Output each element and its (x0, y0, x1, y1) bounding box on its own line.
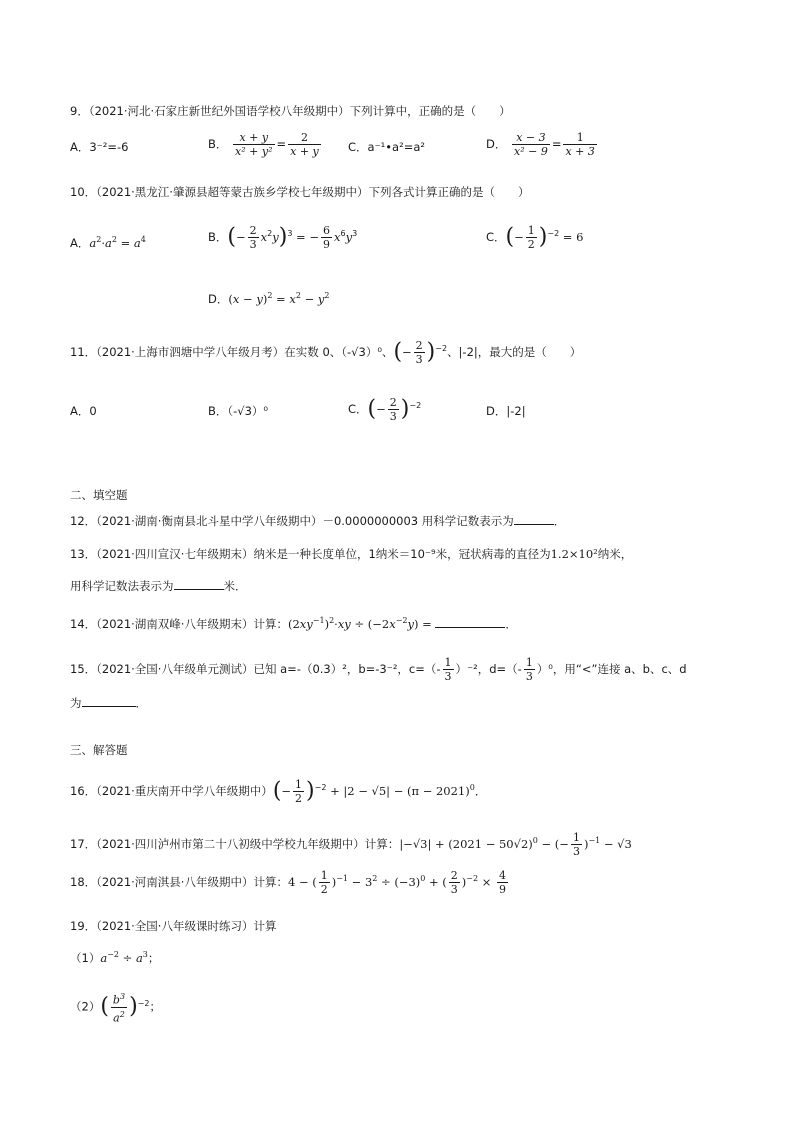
q13-line2-suffix: 米． (223, 579, 247, 593)
fraction: $\frac{1}{2}$ (320, 869, 328, 896)
q17-text: 17．（2021·四川泸州市第二十八初级中学校九年级期中）计算： (70, 837, 400, 851)
q15-line1-b: ）⁻²，d=（- (455, 662, 522, 676)
fraction: $\frac{1}{x + 3}$ (565, 131, 595, 158)
q10-option-d: D．$(x - y)^2 = x^2 - y^2$ (208, 291, 330, 306)
q11-option-c: C．(− $\frac{2}{3}$ )$^{-2}$ (348, 396, 422, 423)
q9-option-c: C．a⁻¹•a²=a² (348, 140, 425, 154)
q12-text: 12．（2021·湖南·衡南县北斗星中学八年级期中）－0.0000000003 用科学记数表示为 (70, 514, 514, 528)
q11-option-b: B．（-√3）⁰ (208, 404, 269, 418)
q10-stem: 10．（2021·黑龙江·肇源县超等蒙古族乡学校七年级期中）下列各式计算正确的是（ ） (70, 185, 530, 199)
q9-stem: 9．（2021·河北·石家庄新世纪外国语学校八年级期中）下列计算中，正确的是（ ） (70, 104, 511, 118)
q17-stem: 17．（2021·四川泸州市第二十八初级中学校九年级期中）计算：$|-√3| + (2021 - 50√2)^0$ − (− $\frac{1}{3}$ )$^{-1}$ − √3 (70, 831, 632, 858)
q19-stem: 19．（2021·全国·八年级课时练习）计算 (70, 919, 277, 933)
q12-stem: 12．（2021·湖南·衡南县北斗星中学八年级期中）－0.0000000003 用科学记数表示为 ． (70, 514, 566, 528)
q13-line2 (70, 577, 247, 594)
q11-stem-pre: 11．（2021·上海市泗塘中学八年级月考）在实数 0、（-√3）⁰、 (70, 345, 394, 359)
fraction: $\frac{2}{3}$ (450, 869, 458, 896)
fraction: $\frac{b^3}{a^2}$ (112, 992, 126, 1025)
q9-option-d-label: D． (486, 137, 507, 151)
q10-option-c: C．(− $\frac{1}{2}$ )$^{-2}$ = 6 (486, 224, 584, 251)
fraction: $\frac{x - 3}{\text{x² − 9}}$ (514, 131, 548, 158)
q16-text: 16．（2021·重庆南开中学八年级期中） (70, 784, 273, 798)
q10-option-b: B．(− $\frac{2}{3}$ $x^2y)^3$ = − $\frac{6}{9}$ $x^6y^3$ (208, 224, 358, 251)
q11-option-c-label: C． (348, 402, 368, 416)
answer-blank[interactable] (174, 577, 224, 590)
q15-line2-text: 为 (70, 696, 82, 710)
q13-line1-text: 13．（2021·四川宣汉·七年级期末）纳米是一种长度单位，1纳米＝10⁻⁹米，冠状病毒的直径为 (70, 547, 551, 561)
q10-option-b-label: B． (208, 230, 228, 244)
q9-option-b-label: B． (208, 137, 228, 151)
q13-line1-value: 1.2×10²纳米， (550, 547, 633, 561)
q13-line2-text: 用科学记数法表示为 (70, 579, 174, 593)
fraction: $\frac{1}{3}$ (444, 656, 452, 683)
fraction: $\frac{1}{3}$ (525, 656, 533, 683)
fraction: $\frac{x + y}{\text{x² + y²}}$ (235, 131, 273, 158)
q18-stem: 18．（2021·河南淇县·八年级期中）计算：4 − ( $\frac{1}{2}$ )$^{-1} - 3^2 \div (-3)^0$ + ( $\frac{2}{3}$ )$^{-2}$ × $\frac{4}{9}$ (70, 869, 507, 896)
section-title-solve: 三、解答题 (70, 743, 128, 757)
q10-option-c-label: C． (486, 230, 506, 244)
q11-option-d: D．|-2| (486, 404, 526, 418)
q11-stem-post: 、|-2|，最大的是（ ） (447, 345, 582, 359)
answer-blank[interactable] (435, 615, 505, 628)
fraction: $\frac{1}{2}$ (527, 224, 535, 251)
section-title-fill-in: 二、填空题 (70, 488, 128, 502)
fraction: $\frac{4}{9}$ (499, 869, 507, 896)
q14-text: 14．（2021·湖南双峰·八年级期末）计算： (70, 616, 288, 631)
fraction: $\frac{2}{3}$ (249, 224, 257, 251)
q18-text: 18．（2021·河南淇县·八年级期中）计算： (70, 875, 288, 889)
q11-option-a: A．0 (70, 404, 97, 418)
q19-part1: $(1)a^{-2} \div a^3$； (70, 950, 160, 965)
q15-line1-c: ）⁰，用“<”连接 a、b、c、d (536, 662, 687, 676)
fraction: $\frac{6}{9}$ (323, 224, 330, 251)
q15-line2: 为 ． (70, 696, 147, 710)
answer-blank[interactable] (82, 694, 136, 707)
fraction: $\frac{2}{x + y}$ (290, 131, 319, 158)
q9-option-d: D． $\frac{x - 3}{\text{x² − 9}}$ = $\frac{1}{x + 3}$ (486, 131, 595, 158)
q19-part1-label: （1） (70, 950, 101, 965)
answer-blank[interactable] (514, 512, 554, 525)
q19-part2: （2）( $\frac{b^3}{a^2}$ )$^{-2}$； (70, 992, 161, 1025)
fraction: $\frac{1}{2}$ (295, 778, 303, 805)
q13-line1 (70, 546, 632, 562)
q10-option-a-label: A． (70, 235, 90, 250)
q9-option-a: A．3⁻²=-6 (70, 140, 129, 154)
fraction: $\frac{1}{3}$ (572, 831, 580, 858)
q14-stem: 14．（2021·湖南双峰·八年级期末）计算：$(2xy^{-1})^2\cdot xy \div (-2x^{-2}y)$ = ． (70, 616, 517, 631)
q11-stem: 11．（2021·上海市泗塘中学八年级月考）在实数 0、（-√3）⁰、(− $\frac{2}{3}$ )$^{-2}$、|-2|，最大的是（ ） (70, 339, 582, 366)
q16-stem: 16．（2021·重庆南开中学八年级期中）(− $\frac{1}{2}$ )$^{-2} + |2 - √5| - (\pi - 2021)^0$． (70, 778, 487, 805)
q10-option-d-label: D． (208, 291, 229, 306)
q15-line1-a: 15．（2021·全国·八年级单元测试）已知 a=-（0.3）²，b=-3⁻²，c=（- (70, 662, 441, 676)
q10-option-a: A．$a^2\cdot a^2 = a^4$ (70, 235, 146, 250)
fraction: $\frac{2}{3}$ (389, 396, 397, 423)
q19-part2-label: （2） (70, 999, 101, 1014)
q15-line1 (70, 656, 687, 683)
q9-option-b: B． $\frac{x + y}{\text{x² + y²}}$ = $\frac{2}{x + y}$ (208, 131, 319, 158)
fraction: $\frac{2}{3}$ (415, 339, 423, 366)
